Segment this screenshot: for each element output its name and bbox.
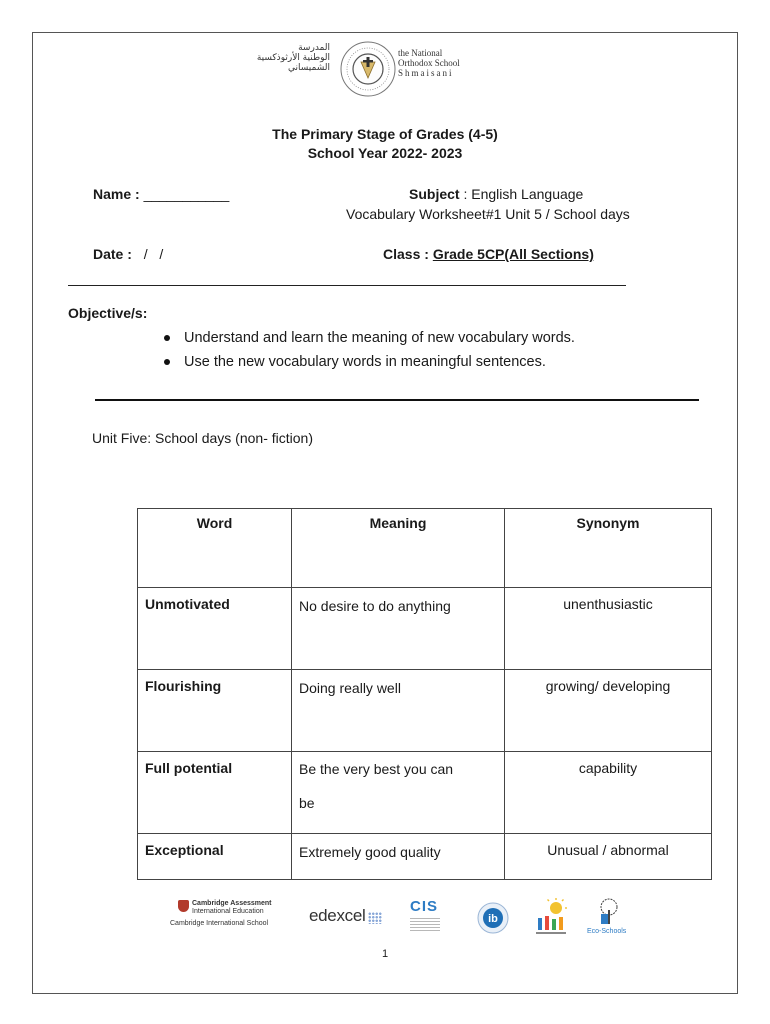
synonym-cell: Unusual / abnormal [505,834,712,880]
eco-schools-logo [585,898,635,942]
arabic-line-3: الشميساني [288,63,330,73]
meaning-cell: Doing really well [292,670,505,752]
english-line-3: Shmaisani [398,68,454,78]
date-label: Date : [93,246,132,262]
objective-item [160,350,575,374]
word-cell: Unmotivated [138,588,292,670]
synonym-cell: unenthusiastic [505,588,712,670]
subject-label: Subject [409,186,460,202]
table-row [138,588,712,670]
worksheet-title: Vocabulary Worksheet#1 Unit 5 / School days [346,206,630,222]
name-blank[interactable]: ___________ [143,186,230,202]
meaning-cell: Extremely good quality [292,834,505,880]
table-row [138,834,712,880]
column-header-meaning: Meaning [292,509,505,588]
eco-schools-text: Eco-Schools [587,928,627,935]
meaning-cell: No desire to do anything [292,588,505,670]
arabic-school-name [210,43,330,73]
column-header-synonym: Synonym [505,509,712,588]
class-label: Class : [383,246,429,262]
objective-item [160,326,575,350]
word-cell: Flourishing [138,670,292,752]
cambridge-crest-icon [178,900,189,912]
date-value[interactable]: / / [143,246,164,262]
cambridge-line-2: International Education [192,908,264,915]
name-field[interactable] [93,186,229,202]
ib-logo-text: ib [488,913,498,925]
tree-icon [595,898,623,926]
synonym-cell: capability [505,752,712,834]
synonym-cell: growing/ developing [505,670,712,752]
column-header-word: Word [138,509,292,588]
bullet-icon [164,359,170,365]
accreditation-logos [170,898,630,942]
date-field[interactable] [93,246,163,262]
cis-subtitle-lines [410,918,440,932]
table-header-row [138,509,712,588]
objectives-list [160,326,575,374]
meaning-line-1: Be the very best you can [299,761,454,777]
vocabulary-table [137,508,712,880]
word-cell: Exceptional [138,834,292,880]
arabic-line-1: المدرسة [298,43,330,53]
edexcel-logo: edexcel [309,906,366,925]
school-year-title: School Year 2022- 2023 [307,145,463,161]
objective-text: Use the new vocabulary words in meaningful sentences. [184,354,546,370]
unit-title: Unit Five: School days (non- fiction) [92,430,313,446]
table-row [138,670,712,752]
english-school-name [398,48,460,78]
subject-line [409,186,583,202]
cambridge-line-3: Cambridge International School [170,920,269,927]
stage-title: The Primary Stage of Grades (4-5) [272,126,498,142]
sun-children-logo [532,898,572,940]
english-line-1: the National [398,48,443,58]
bullet-icon [164,335,170,341]
objectives-divider [95,399,699,401]
page-number: 1 [381,948,389,960]
edexcel-dots-icon [368,912,382,924]
objectives-heading: Objective/s: [68,305,148,321]
school-seal-logo [339,40,397,98]
cis-logo: CIS [410,898,439,915]
meaning-cell [292,752,505,834]
ib-logo [476,901,510,935]
name-label: Name : [93,186,140,202]
cambridge-line-1: Cambridge Assessment [192,900,272,907]
class-value: Grade 5CP(All Sections) [432,246,594,262]
header-divider [68,285,626,286]
table-row [138,752,712,834]
meaning-line-2: be [299,795,315,811]
class-line [383,246,594,262]
subject-value: : English Language [463,186,584,202]
arabic-line-2: الوطنية الأرثوذكسية [256,53,330,63]
word-cell: Full potential [138,752,292,834]
objective-text: Understand and learn the meaning of new vocabulary words. [184,330,575,346]
english-line-2: Orthodox School [398,58,460,68]
